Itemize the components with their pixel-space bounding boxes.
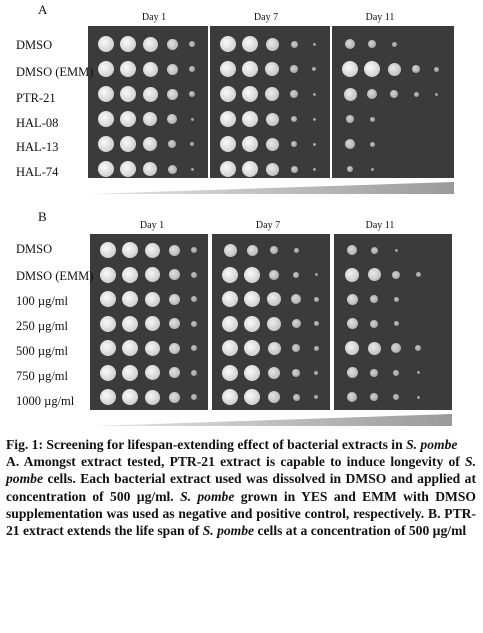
- yeast-spot: [347, 318, 358, 329]
- yeast-spot: [242, 111, 258, 127]
- panel-b-row-label: 750 µg/ml: [16, 369, 68, 383]
- yeast-spot: [143, 112, 157, 126]
- yeast-spot: [434, 67, 439, 72]
- panel-a-row-label: HAL-13: [16, 140, 59, 154]
- yeast-spot: [347, 392, 357, 402]
- yeast-spot: [244, 267, 260, 283]
- yeast-spot: [290, 65, 298, 73]
- yeast-spot: [392, 271, 400, 279]
- yeast-spot: [191, 247, 197, 253]
- yeast-spot: [268, 367, 280, 379]
- yeast-spot: [169, 294, 180, 305]
- yeast-spot: [120, 36, 136, 52]
- panel-a-day-1-label: Day 1: [141, 12, 167, 23]
- yeast-spot: [191, 321, 197, 327]
- yeast-spot: [191, 272, 197, 278]
- panel-a-day-11-label: Day 11: [365, 12, 395, 23]
- yeast-spot: [120, 86, 136, 102]
- yeast-spot: [244, 365, 260, 381]
- yeast-spot: [122, 291, 138, 307]
- yeast-spot: [371, 247, 378, 254]
- panel-a-day-7-label: Day 7: [253, 12, 279, 23]
- yeast-spot: [100, 267, 116, 283]
- yeast-spot: [191, 296, 197, 302]
- yeast-spot: [191, 394, 197, 400]
- yeast-spot: [220, 161, 236, 177]
- yeast-spot: [145, 390, 160, 405]
- yeast-spot: [294, 248, 299, 253]
- yeast-spot: [345, 39, 355, 49]
- yeast-spot: [122, 242, 138, 258]
- yeast-spot: [417, 371, 420, 374]
- yeast-spot: [167, 64, 178, 75]
- figure-panel-a: [0, 0, 483, 200]
- yeast-spot: [390, 90, 398, 98]
- yeast-spot: [395, 249, 398, 252]
- yeast-spot: [313, 118, 316, 121]
- yeast-spot: [313, 93, 316, 96]
- panel-a-row-label: HAL-74: [16, 165, 59, 179]
- dilution-gradient-wedge: [88, 182, 454, 194]
- yeast-spot: [224, 244, 237, 257]
- yeast-spot: [98, 136, 114, 152]
- figure-caption: [6, 436, 476, 539]
- yeast-spot: [98, 86, 114, 102]
- yeast-spot: [291, 116, 297, 122]
- yeast-spot: [222, 340, 238, 356]
- yeast-spot: [189, 41, 195, 47]
- yeast-spot: [100, 291, 116, 307]
- yeast-spot: [394, 321, 399, 326]
- yeast-spot: [169, 269, 180, 280]
- yeast-spot: [220, 36, 236, 52]
- panel-b-day-11-label: Day 11: [365, 220, 395, 231]
- panel-b-row-label: 500 µg/ml: [16, 344, 68, 358]
- yeast-spot: [167, 39, 178, 50]
- yeast-spot: [370, 393, 378, 401]
- panel-b-day-7-plate: [212, 234, 330, 410]
- yeast-spot: [392, 42, 397, 47]
- yeast-spot: [291, 141, 297, 147]
- panel-b-row-label: 250 µg/ml: [16, 319, 68, 333]
- yeast-spot: [268, 391, 280, 403]
- yeast-spot: [98, 111, 114, 127]
- yeast-spot: [145, 341, 160, 356]
- yeast-spot: [347, 245, 357, 255]
- panel-b-row-label: DMSO: [16, 242, 53, 256]
- panel-a-row-label: HAL-08: [16, 116, 59, 130]
- yeast-spot: [290, 90, 298, 98]
- yeast-spot: [314, 371, 318, 375]
- yeast-spot: [189, 66, 195, 72]
- yeast-spot: [293, 272, 299, 278]
- yeast-spot: [242, 136, 258, 152]
- yeast-spot: [368, 40, 376, 48]
- species-name: S. pombe: [406, 437, 458, 452]
- yeast-spot: [168, 140, 176, 148]
- yeast-spot: [315, 273, 318, 276]
- yeast-spot: [416, 272, 421, 277]
- yeast-spot: [122, 365, 138, 381]
- yeast-spot: [190, 142, 194, 146]
- yeast-spot: [370, 117, 375, 122]
- panel-b-row-label: DMSO (EMM): [16, 269, 94, 283]
- panel-a-row-label: DMSO (EMM): [16, 65, 94, 79]
- yeast-spot: [388, 63, 401, 76]
- dilution-gradient-wedge: [92, 414, 452, 426]
- panel-a-day-11-plate: [332, 26, 454, 178]
- yeast-spot: [242, 86, 258, 102]
- yeast-spot: [347, 166, 353, 172]
- yeast-spot: [247, 245, 258, 256]
- yeast-spot: [169, 318, 180, 329]
- yeast-spot: [100, 389, 116, 405]
- panel-a-row-label: DMSO: [16, 38, 53, 52]
- yeast-spot: [412, 65, 420, 73]
- yeast-spot: [344, 88, 357, 101]
- yeast-spot: [347, 367, 358, 378]
- caption-body: [6, 453, 476, 539]
- yeast-spot: [120, 111, 136, 127]
- yeast-spot: [292, 369, 300, 377]
- yeast-spot: [191, 370, 197, 376]
- yeast-spot: [120, 61, 136, 77]
- yeast-spot: [98, 61, 114, 77]
- yeast-spot: [100, 365, 116, 381]
- yeast-spot: [122, 316, 138, 332]
- yeast-spot: [435, 93, 438, 96]
- yeast-spot: [169, 245, 180, 256]
- yeast-spot: [120, 161, 136, 177]
- yeast-spot: [222, 291, 238, 307]
- yeast-spot: [415, 345, 421, 351]
- yeast-spot: [291, 166, 298, 173]
- caption-body-text: grown in YES and EMM with DMSO supplementation was used as negative and positive control, respectively. B. PTR-21 extract extends the life span of: [6, 488, 476, 539]
- panel-b-day-1-label: Day 1: [139, 220, 165, 231]
- yeast-spot: [98, 161, 114, 177]
- yeast-spot: [222, 365, 238, 381]
- yeast-spot: [267, 317, 281, 331]
- yeast-spot: [169, 392, 180, 403]
- yeast-spot: [100, 316, 116, 332]
- yeast-spot: [191, 168, 194, 171]
- panel-b-row-label: 1000 µg/ml: [16, 394, 75, 408]
- yeast-spot: [145, 292, 160, 307]
- yeast-spot: [269, 270, 279, 280]
- yeast-spot: [368, 268, 381, 281]
- yeast-spot: [291, 294, 301, 304]
- yeast-spot: [292, 319, 301, 328]
- yeast-spot: [220, 136, 236, 152]
- yeast-spot: [266, 113, 279, 126]
- yeast-spot: [167, 89, 178, 100]
- yeast-spot: [267, 292, 281, 306]
- yeast-spot: [244, 340, 260, 356]
- yeast-spot: [100, 340, 116, 356]
- caption-body-text: A. Amongst extract tested, PTR-21 extract is capable to induce longevity of: [6, 454, 460, 470]
- yeast-spot: [189, 91, 195, 97]
- panel-a-day-7-plate: [210, 26, 330, 178]
- yeast-spot: [266, 38, 279, 51]
- yeast-spot: [265, 62, 279, 76]
- yeast-spot: [312, 67, 316, 71]
- yeast-spot: [167, 114, 177, 124]
- yeast-spot: [222, 389, 238, 405]
- yeast-spot: [371, 168, 374, 171]
- yeast-spot: [143, 62, 158, 77]
- caption-title-text: Fig. 1: Screening for lifespan-extending effect of bacterial extracts in: [6, 437, 403, 452]
- yeast-spot: [145, 316, 160, 331]
- yeast-spot: [292, 344, 300, 352]
- yeast-spot: [122, 340, 138, 356]
- yeast-spot: [268, 342, 281, 355]
- yeast-spot: [370, 295, 378, 303]
- caption-body-text: cells. Each bacterial extract used was dissolved in DMSO and applied at concentration of 500 µg/ml.: [6, 471, 476, 504]
- yeast-spot: [342, 61, 358, 77]
- yeast-spot: [393, 394, 399, 400]
- yeast-spot: [143, 87, 158, 102]
- yeast-spot: [168, 165, 177, 174]
- yeast-spot: [370, 369, 378, 377]
- yeast-spot: [145, 365, 160, 380]
- yeast-spot: [244, 389, 260, 405]
- yeast-spot: [370, 142, 375, 147]
- yeast-spot: [242, 61, 258, 77]
- yeast-spot: [314, 346, 319, 351]
- species-name: S. pombe: [6, 454, 476, 487]
- yeast-spot: [293, 394, 300, 401]
- yeast-spot: [191, 118, 194, 121]
- panel-b-day-1-plate: [90, 234, 208, 410]
- yeast-spot: [367, 89, 377, 99]
- yeast-spot: [265, 87, 279, 101]
- species-name: S. pombe: [202, 523, 255, 539]
- panel-a-day-1-plate: [88, 26, 208, 178]
- yeast-spot: [220, 86, 236, 102]
- yeast-spot: [169, 343, 180, 354]
- panel-b-day-7-label: Day 7: [255, 220, 281, 231]
- yeast-spot: [346, 115, 354, 123]
- yeast-spot: [244, 316, 260, 332]
- yeast-spot: [417, 396, 420, 399]
- yeast-spot: [145, 243, 160, 258]
- yeast-spot: [345, 268, 359, 282]
- yeast-spot: [314, 321, 319, 326]
- yeast-spot: [222, 267, 238, 283]
- yeast-spot: [291, 41, 298, 48]
- yeast-spot: [191, 345, 197, 351]
- yeast-spot: [314, 395, 318, 399]
- yeast-spot: [391, 343, 401, 353]
- panel-b-day-11-plate: [334, 234, 452, 410]
- yeast-spot: [393, 370, 399, 376]
- yeast-spot: [222, 316, 238, 332]
- yeast-spot: [266, 163, 279, 176]
- caption-title: [6, 436, 476, 453]
- yeast-spot: [143, 162, 157, 176]
- yeast-spot: [313, 143, 316, 146]
- yeast-spot: [368, 342, 381, 355]
- yeast-spot: [242, 161, 258, 177]
- yeast-spot: [220, 61, 236, 77]
- yeast-spot: [364, 61, 380, 77]
- yeast-spot: [370, 320, 378, 328]
- yeast-spot: [122, 267, 138, 283]
- yeast-spot: [266, 138, 279, 151]
- yeast-spot: [122, 389, 138, 405]
- yeast-spot: [100, 242, 116, 258]
- yeast-spot: [347, 294, 358, 305]
- yeast-spot: [98, 36, 114, 52]
- panel-b-row-label: 100 µg/ml: [16, 294, 68, 308]
- panel-letter-a: A: [38, 2, 48, 17]
- yeast-spot: [143, 137, 157, 151]
- yeast-spot: [220, 111, 236, 127]
- yeast-spot: [345, 341, 359, 355]
- yeast-spot: [313, 168, 316, 171]
- figure-panel-b: [0, 206, 483, 438]
- yeast-spot: [314, 297, 319, 302]
- yeast-spot: [394, 297, 399, 302]
- species-name: S. pombe: [180, 488, 235, 504]
- yeast-spot: [270, 246, 278, 254]
- yeast-spot: [120, 136, 136, 152]
- yeast-spot: [414, 92, 419, 97]
- panel-letter-b: B: [38, 209, 47, 224]
- yeast-spot: [242, 36, 258, 52]
- yeast-spot: [169, 367, 180, 378]
- yeast-spot: [145, 267, 160, 282]
- yeast-spot: [244, 291, 260, 307]
- yeast-spot: [313, 43, 316, 46]
- yeast-spot: [345, 139, 355, 149]
- caption-body-text: cells at a concentration of 500 µg/ml: [257, 523, 467, 539]
- yeast-spot: [143, 37, 158, 52]
- panel-a-row-label: PTR-21: [16, 91, 56, 105]
